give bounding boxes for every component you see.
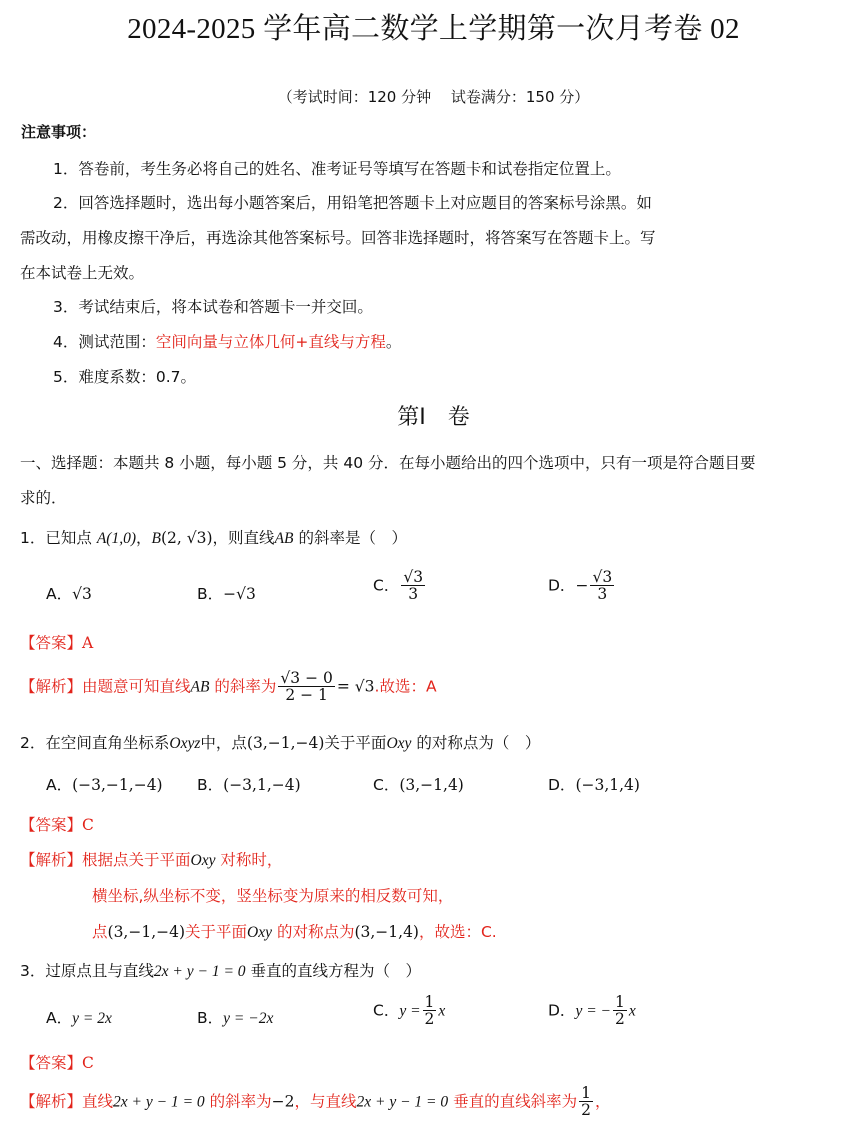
question-text: ，则直线 <box>212 529 275 547</box>
analysis-text: ，故选：C. <box>418 923 497 941</box>
option-value: √3 <box>72 585 92 603</box>
fraction <box>423 994 437 1028</box>
question-1 <box>20 526 407 548</box>
option-label: A． <box>46 585 73 603</box>
analysis-text: 点 <box>92 923 108 941</box>
answer-value: A <box>82 634 94 652</box>
question-3 <box>20 959 421 981</box>
q3-answer <box>20 1051 94 1073</box>
analysis-label: 【解析】 <box>20 1092 83 1111</box>
fraction-denominator: 2 − 1 <box>285 686 328 705</box>
notice-item-4-suffix: 。 <box>385 333 402 351</box>
q1-option-d[interactable] <box>548 569 616 603</box>
page-title: 2024-2025 学年高二数学上学期第一次月考卷 02 <box>127 13 740 45</box>
separator: ， <box>136 529 152 547</box>
analysis-text: 垂直的直线斜率为 <box>453 1092 578 1111</box>
fraction-denominator: 3 <box>597 585 608 604</box>
question-text: 在空间直角坐标系 <box>45 734 170 752</box>
fraction-denominator: 2 <box>581 1101 591 1120</box>
fraction-denominator: 2 <box>424 1010 435 1029</box>
plane: Oxy <box>386 735 412 752</box>
analysis-label: 【解析】 <box>20 851 83 869</box>
slope-result: = √3 <box>336 677 375 696</box>
option-label: B． <box>197 1009 224 1027</box>
line-name: AB <box>274 530 294 547</box>
option-suffix: x <box>628 1002 636 1020</box>
slope-fraction <box>579 1085 593 1119</box>
analysis-text: 的斜率为 <box>209 1092 272 1111</box>
fraction-denominator: 2 <box>615 1010 625 1029</box>
option-label: B． <box>197 585 224 603</box>
notice-item-2-line2: 需改动，用橡皮擦干净后，再选涂其他答案标号。回答非选择题时，将答案写在答题卡上。写 <box>20 229 656 247</box>
line-equation: 2x + y − 1 = 0 <box>356 1093 449 1111</box>
analysis-text: 的对称点为 <box>276 923 355 941</box>
analysis-text: 根据点关于平面 <box>82 851 191 869</box>
q1-option-b[interactable] <box>197 582 256 604</box>
option-label: A． <box>46 1009 73 1027</box>
option-label: D． <box>548 576 576 595</box>
question-text: 过原点且与直线 <box>45 962 154 980</box>
plane: Oxy <box>247 924 272 941</box>
fraction <box>401 569 425 603</box>
plane: Oxy <box>190 852 216 869</box>
option-suffix: x <box>438 1002 446 1020</box>
notice-item-3: 3．考试结束后，将本试卷和答题卡一并交回。 <box>53 298 373 316</box>
answer-value: C <box>82 1054 94 1072</box>
notice-item-4 <box>53 330 401 352</box>
section-instructions-line1: 一、选择题：本题共 8 小题，每小题 5 分，共 40 分．在每小题给出的四个选项中，只有一项是符合题目要 <box>20 454 756 472</box>
option-prefix: y = − <box>575 1002 611 1020</box>
q2-option-d[interactable] <box>548 773 640 795</box>
option-label: D． <box>548 1001 576 1020</box>
q2-option-c[interactable] <box>373 773 464 795</box>
q3-analysis <box>20 1085 610 1119</box>
slope-fraction <box>278 670 334 704</box>
notice-item-2-line3: 在本试卷上无效。 <box>20 264 145 282</box>
option-value: (−3,1,−4) <box>223 776 301 794</box>
slope-value: −2 <box>271 1092 295 1111</box>
point: (3,−1,−4) <box>246 734 325 752</box>
option-value: (3,−1,4) <box>399 776 464 794</box>
result-point: (3,−1,4) <box>354 923 419 941</box>
question-text: 的斜率是（ ） <box>298 529 407 547</box>
section-instructions-line2: 求的． <box>20 489 67 507</box>
option-label: A． <box>46 776 73 794</box>
fraction-numerator: √3 − 0 <box>280 669 333 687</box>
analysis-text: 直线 <box>82 1092 114 1111</box>
option-value: −√3 <box>223 585 256 603</box>
option-value: y = −2x <box>223 1010 274 1027</box>
analysis-label: 【解析】 <box>20 677 83 696</box>
question-number: 3． <box>20 962 46 980</box>
line-equation: 2x + y − 1 = 0 <box>153 963 246 980</box>
q2-answer <box>20 813 94 835</box>
option-label: C． <box>373 776 400 794</box>
option-label: C． <box>373 1001 400 1020</box>
question-text: 垂直的直线方程为（ ） <box>250 962 421 980</box>
line-name: AB <box>190 678 210 696</box>
analysis-text: 由题意可知直线 <box>82 677 191 696</box>
fraction-numerator: 1 <box>581 1084 591 1102</box>
fraction-numerator: √3 <box>403 568 424 586</box>
analysis-text: 的斜率为 <box>214 677 277 696</box>
fraction-denominator: 3 <box>408 585 419 604</box>
question-text: 已知点 <box>45 529 92 547</box>
q2-option-b[interactable] <box>197 773 301 795</box>
q2-option-a[interactable] <box>46 773 163 795</box>
point: (3,−1,−4) <box>107 923 186 941</box>
question-text: 中，点 <box>200 734 247 752</box>
analysis-text: .故选：A <box>374 677 437 696</box>
exam-info: （考试时间：120 分钟 试卷满分：150 分） <box>277 88 590 106</box>
q1-answer <box>20 631 93 653</box>
test-scope: 空间向量与立体几何+直线与方程 <box>155 333 386 351</box>
option-label: D． <box>548 776 576 794</box>
q2-analysis-line3 <box>92 920 497 942</box>
option-label: B． <box>197 776 224 794</box>
notice-item-2-line1: 2．回答选择题时，选出每小题答案后，用铅笔把答题卡上对应题目的答案标号涂黑。如 <box>53 194 652 212</box>
fraction-numerator: 1 <box>424 993 435 1011</box>
question-text: 的对称点为（ ） <box>416 734 541 752</box>
analysis-text: 关于平面 <box>185 923 248 941</box>
q1-analysis <box>20 670 437 704</box>
option-value: (−3,1,4) <box>575 776 640 794</box>
answer-label: 【答案】 <box>20 1054 83 1072</box>
q2-analysis-line1 <box>20 848 282 870</box>
option-prefix: y = <box>399 1002 421 1020</box>
q3-option-c[interactable] <box>373 994 445 1028</box>
question-2 <box>20 731 540 753</box>
answer-label: 【答案】 <box>20 634 83 652</box>
question-number: 2． <box>20 734 46 752</box>
notice-item-5: 5．难度系数：0.7。 <box>53 368 197 386</box>
option-value: y = 2x <box>72 1010 112 1027</box>
answer-label: 【答案】 <box>20 816 83 834</box>
point-b-name: B <box>151 530 161 547</box>
option-value: (−3,−1,−4) <box>72 776 163 794</box>
fraction <box>613 994 627 1028</box>
fraction-numerator: 1 <box>615 993 625 1011</box>
line-equation: 2x + y − 1 = 0 <box>113 1093 205 1111</box>
point-a: A(1,0) <box>96 530 136 547</box>
q1-option-a[interactable] <box>46 582 92 604</box>
coordinate-system: Oxyz <box>169 735 201 752</box>
question-text: 关于平面 <box>324 734 387 752</box>
question-number: 1． <box>20 529 46 547</box>
notice-item-1: 1．答卷前，考生务必将自己的姓名、准考证号等填写在答题卡和试卷指定位置上。 <box>53 160 621 178</box>
analysis-text: ，与直线 <box>294 1092 357 1111</box>
minus-sign: − <box>575 576 589 595</box>
notice-item-4-prefix: 4．测试范围： <box>53 333 156 351</box>
q2-analysis-line2: 横坐标,纵坐标不变，竖坐标变为原来的相反数可知， <box>92 887 454 905</box>
analysis-text: ， <box>594 1092 611 1111</box>
point-b-value: (2, √3) <box>160 529 213 547</box>
q1-option-c[interactable] <box>373 569 427 603</box>
option-label: C． <box>373 576 400 595</box>
analysis-text: 对称时， <box>220 851 283 869</box>
fraction <box>590 569 614 603</box>
section-title: 第Ⅰ 卷 <box>397 405 470 430</box>
answer-value: C <box>82 816 94 834</box>
fraction-numerator: √3 <box>592 568 613 586</box>
q3-option-d[interactable] <box>548 994 636 1028</box>
q3-option-b[interactable] <box>197 1006 273 1028</box>
q3-option-a[interactable] <box>46 1006 112 1028</box>
notice-heading: 注意事项： <box>21 123 97 141</box>
